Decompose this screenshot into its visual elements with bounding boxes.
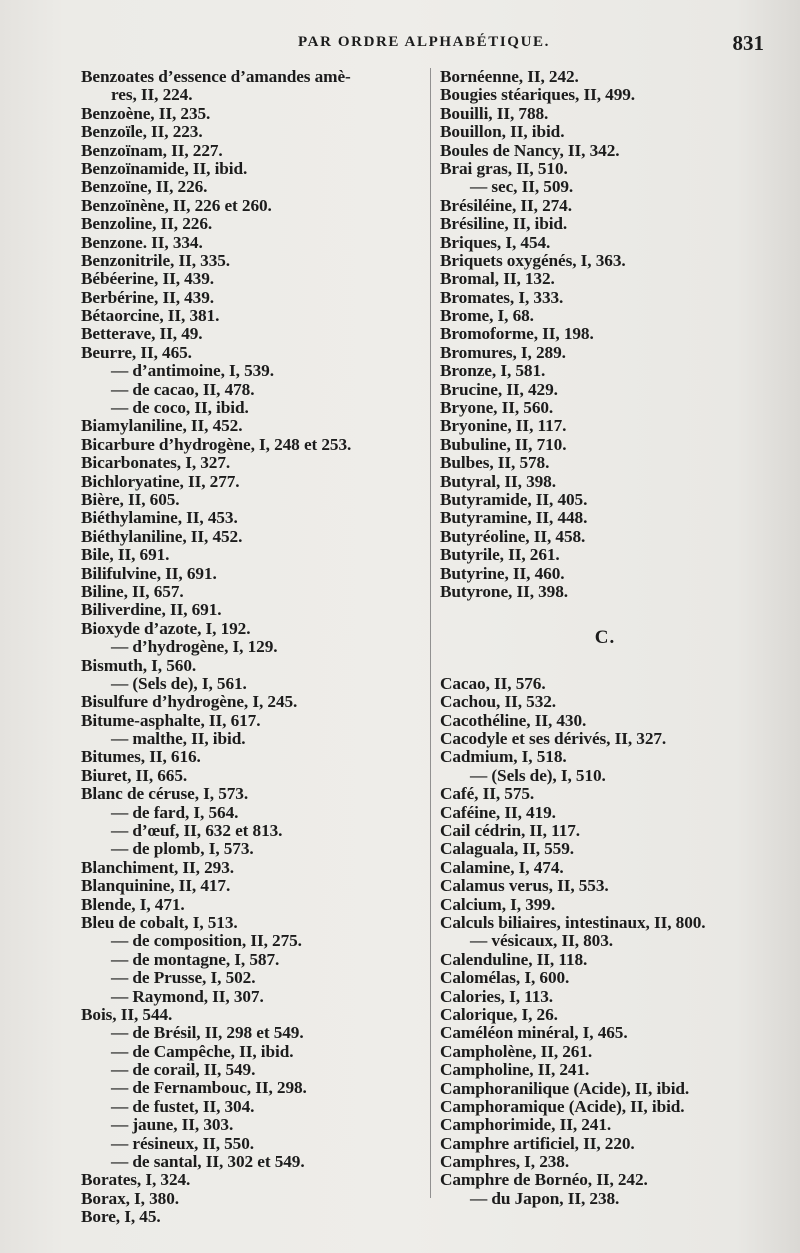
index-entry: Benzone. II, 334.	[81, 232, 203, 252]
index-entry: — (Sels de), I, 561.	[111, 673, 247, 693]
index-entry: Cacao, II, 576.	[440, 673, 546, 693]
index-entry: Benzoïnam, II, 227.	[81, 140, 223, 160]
index-entry: Biline, II, 657.	[81, 581, 184, 601]
index-entry: Bleu de cobalt, I, 513.	[81, 912, 238, 932]
index-entry: Calenduline, II, 118.	[440, 949, 588, 969]
section-letter-c: C.	[594, 626, 616, 648]
index-entry: Calomélas, I, 600.	[440, 968, 570, 988]
index-entry: Borax, I, 380.	[81, 1188, 179, 1208]
index-entry: Bioxyde d’azote, I, 192.	[81, 618, 251, 638]
index-entry: — de coco, II, ibid.	[111, 398, 249, 418]
index-entry: Bouilli, II, 788.	[440, 103, 549, 123]
index-entry: Camphoramique (Acide), II, ibid.	[440, 1096, 685, 1116]
index-entry: Bicarbure d’hydrogène, I, 248 et 253.	[81, 434, 352, 454]
index-entry: Bismuth, I, 560.	[81, 655, 197, 675]
c-entries	[440, 675, 770, 1208]
index-entry: — vésicaux, II, 803.	[470, 931, 613, 951]
index-entry: Berbérine, II, 439.	[81, 287, 214, 307]
index-entry: Calamine, I, 474.	[440, 857, 564, 877]
index-entry: — de Campêche, II, ibid.	[111, 1041, 294, 1061]
index-entry: Calamus verus, II, 553.	[440, 876, 609, 896]
index-entry: Bisulfure d’hydrogène, I, 245.	[81, 692, 298, 712]
index-entry: — d’antimoine, I, 539.	[111, 361, 274, 381]
index-entry: Blanchiment, II, 293.	[81, 857, 234, 877]
index-entry: — de fustet, II, 304.	[111, 1096, 255, 1116]
index-entry: Camphorimide, II, 241.	[440, 1115, 612, 1135]
index-entry: Bornéenne, II, 242.	[440, 67, 579, 86]
index-entry: — sec, II, 509.	[470, 177, 574, 197]
index-entry: Benzoïne, II, 226.	[81, 177, 208, 197]
column-divider	[430, 68, 431, 1198]
index-entry: Brésiline, II, ibid.	[440, 214, 568, 234]
index-entry: — (Sels de), I, 510.	[470, 765, 606, 785]
index-entry: Bubuline, II, 710.	[440, 434, 567, 454]
index-entry: — d’œuf, II, 632 et 813.	[111, 821, 283, 841]
index-entry: Bromal, II, 132.	[440, 269, 555, 289]
index-entry: Bébéerine, II, 439.	[81, 269, 214, 289]
index-entry: Bichloryatine, II, 277.	[81, 471, 240, 491]
index-entry: Bromates, I, 333.	[440, 287, 564, 307]
index-entry: Biliverdine, II, 691.	[81, 600, 222, 620]
index-entry: Bromoforme, II, 198.	[440, 324, 594, 344]
index-entry: — d’hydrogène, I, 129.	[111, 637, 278, 657]
index-entry: Briques, I, 454.	[440, 232, 551, 252]
index-entry: Cacodyle et ses dérivés, II, 327.	[440, 729, 667, 749]
index-entry: Brucine, II, 429.	[440, 379, 558, 399]
index-entry: Calorique, I, 26.	[440, 1004, 558, 1024]
index-entry: Bile, II, 691.	[81, 545, 170, 565]
index-entry: Butyrile, II, 261.	[440, 545, 560, 565]
index-entry: Bétaorcine, II, 381.	[81, 306, 220, 326]
index-entry: res, II, 224.	[111, 85, 193, 105]
index-entry: Campholène, II, 261.	[440, 1041, 593, 1061]
index-entry: Calculs biliaires, intestinaux, II, 800.	[440, 912, 706, 932]
index-entry: Bilifulvine, II, 691.	[81, 563, 217, 583]
index-entry: Butyréoline, II, 458.	[440, 526, 586, 546]
index-entry: Boules de Nancy, II, 342.	[440, 140, 620, 160]
index-entry: Brai gras, II, 510.	[440, 158, 568, 178]
index-entry: — de cacao, II, 478.	[111, 379, 255, 399]
index-entry: Camphre de Bornéo, II, 242.	[440, 1170, 648, 1190]
left-index-column	[81, 68, 421, 1227]
blank-line	[440, 657, 770, 675]
index-entry: Benzoïnamide, II, ibid.	[81, 158, 248, 178]
index-entry: Bitume-asphalte, II, 617.	[81, 710, 261, 730]
index-entry: — de composition, II, 275.	[111, 931, 302, 951]
index-entry: Biéthylamine, II, 453.	[81, 508, 238, 528]
running-title: PAR ORDRE ALPHABÉTIQUE.	[298, 34, 550, 50]
index-entry: Bois, II, 544.	[81, 1004, 173, 1024]
index-entry: — résineux, II, 550.	[111, 1133, 254, 1153]
index-entry: Bromures, I, 289.	[440, 342, 566, 362]
index-entry: — de santal, II, 302 et 549.	[111, 1152, 305, 1172]
index-entry: Betterave, II, 49.	[81, 324, 203, 344]
index-entry: — Raymond, II, 307.	[111, 986, 264, 1006]
index-entry: — jaune, II, 303.	[111, 1115, 234, 1135]
index-entry: Campholine, II, 241.	[440, 1060, 590, 1080]
index-entry: Biéthylaniline, II, 452.	[81, 526, 243, 546]
page-number: 831	[732, 31, 764, 55]
index-entry: — de fard, I, 564.	[111, 802, 239, 822]
running-head	[0, 31, 800, 62]
index-entry: Butyrone, II, 398.	[440, 581, 568, 601]
index-entry: Briquets oxygénés, I, 363.	[440, 250, 626, 270]
index-entry: Cachou, II, 532.	[440, 692, 557, 712]
index-entry: Cacothéline, II, 430.	[440, 710, 587, 730]
index-entry: Cail cédrin, II, 117.	[440, 821, 580, 841]
index-entry: Calaguala, II, 559.	[440, 839, 574, 859]
b-entries	[440, 68, 770, 601]
index-entry: Bitumes, II, 616.	[81, 747, 201, 767]
index-entry: Café, II, 575.	[440, 784, 535, 804]
index-entry: Benzoline, II, 226.	[81, 214, 213, 234]
index-entry: Brome, I, 68.	[440, 306, 534, 326]
index-entry: Biamylaniline, II, 452.	[81, 416, 243, 436]
index-entry: Benzoïle, II, 223.	[81, 122, 203, 142]
index-entry: Camphoranilique (Acide), II, ibid.	[440, 1078, 690, 1098]
index-entry: Bougies stéariques, II, 499.	[440, 85, 635, 105]
index-entry: Butyramine, II, 448.	[440, 508, 588, 528]
index-entry: Bière, II, 605.	[81, 489, 180, 509]
index-entry: Calories, I, 113.	[440, 986, 554, 1006]
right-index-column	[440, 68, 770, 1208]
index-entry: Benzoïnène, II, 226 et 260.	[81, 195, 272, 215]
index-entry: Blanc de céruse, I, 573.	[81, 784, 249, 804]
index-entry: Bulbes, II, 578.	[440, 453, 550, 473]
index-entry: — de plomb, I, 573.	[111, 839, 254, 859]
index-entry: Beurre, II, 465.	[81, 342, 192, 362]
index-entry: Cadmium, I, 518.	[440, 747, 567, 767]
index-entry: Borates, I, 324.	[81, 1170, 191, 1190]
index-entry: Benzoates d’essence d’amandes amè-	[81, 67, 351, 86]
index-entry: — malthe, II, ibid.	[111, 729, 246, 749]
index-entry: — de Fernambouc, II, 298.	[111, 1078, 307, 1098]
index-entry: Blende, I, 471.	[81, 894, 185, 914]
index-entry: Bicarbonates, I, 327.	[81, 453, 231, 473]
index-entry: Bouillon, II, ibid.	[440, 122, 565, 142]
index-entry: Brésiléine, II, 274.	[440, 195, 572, 215]
index-entry: — de Brésil, II, 298 et 549.	[111, 1023, 304, 1043]
index-entry: — du Japon, II, 238.	[470, 1188, 620, 1208]
index-entry: Butyrine, II, 460.	[440, 563, 565, 583]
index-entry: Calcium, I, 399.	[440, 894, 556, 914]
index-entry: Caféine, II, 419.	[440, 802, 556, 822]
index-entry: Bryone, II, 560.	[440, 398, 554, 418]
index-entry: — de montagne, I, 587.	[111, 949, 280, 969]
index-entry: — de corail, II, 549.	[111, 1060, 256, 1080]
index-entry: Blanquinine, II, 417.	[81, 876, 231, 896]
index-entry: — de Prusse, I, 502.	[111, 968, 256, 988]
index-entry: Biuret, II, 665.	[81, 765, 188, 785]
index-entry: Butyral, II, 398.	[440, 471, 556, 491]
index-entry: Butyramide, II, 405.	[440, 489, 588, 509]
index-entry: Bore, I, 45.	[81, 1207, 161, 1227]
index-entry: Bronze, I, 581.	[440, 361, 546, 381]
index-entry: Benzoène, II, 235.	[81, 103, 211, 123]
index-entry: Caméléon minéral, I, 465.	[440, 1023, 628, 1043]
index-entry: Bryonine, II, 117.	[440, 416, 567, 436]
index-entry: Camphres, I, 238.	[440, 1152, 570, 1172]
index-entry: Camphre artificiel, II, 220.	[440, 1133, 635, 1153]
blank-line	[440, 601, 770, 619]
index-entry: Benzonitrile, II, 335.	[81, 250, 231, 270]
